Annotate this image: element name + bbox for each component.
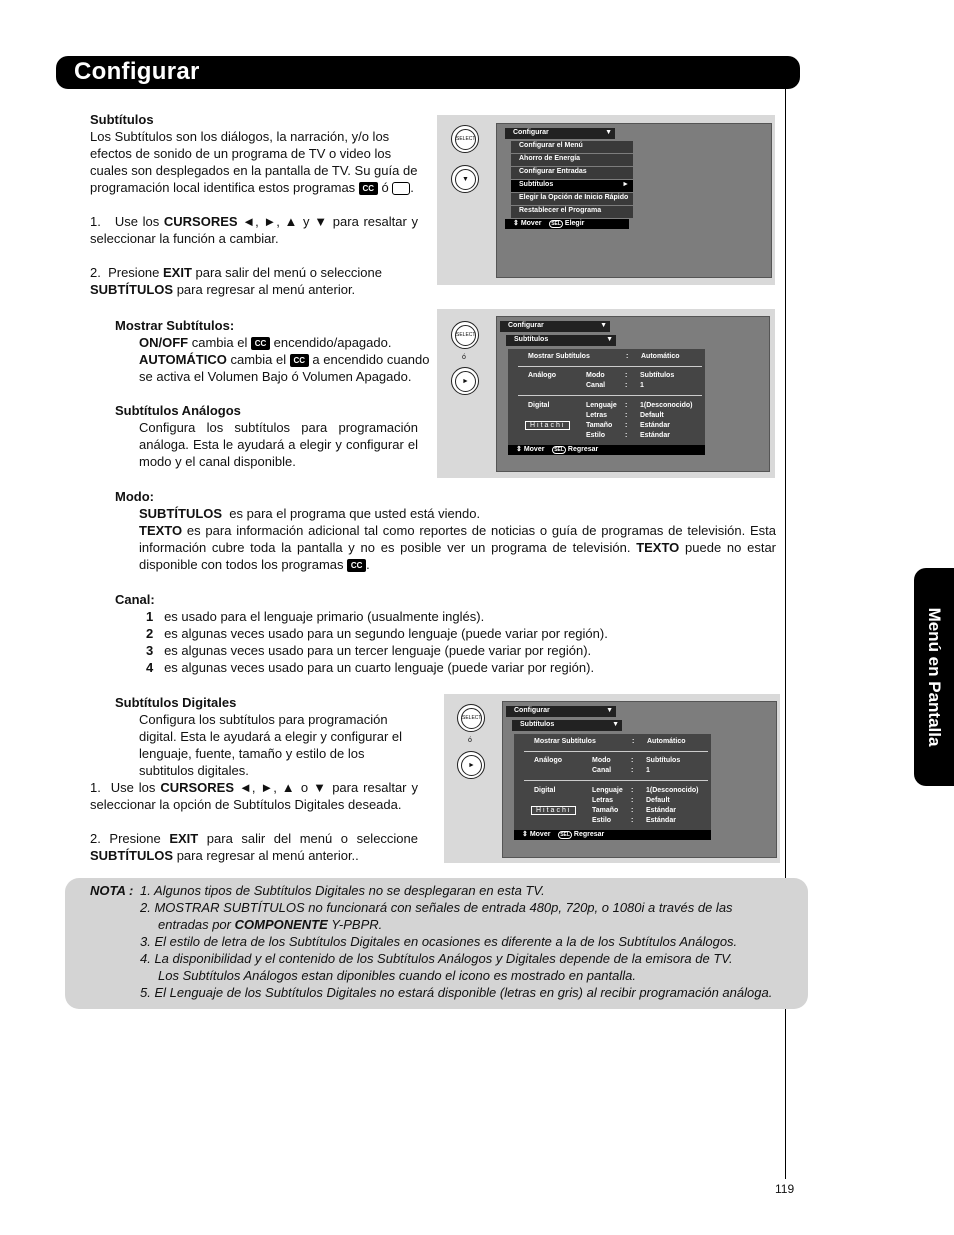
page-title-bar bbox=[56, 56, 800, 89]
or-label: ó bbox=[462, 354, 466, 361]
menu-item: Configurar el Menú bbox=[511, 141, 633, 153]
tv-screen-1 bbox=[496, 123, 772, 278]
show-subtitles-heading: Mostrar Subtítulos: bbox=[115, 318, 235, 333]
menu-title: Configurar ▼ bbox=[500, 321, 610, 332]
list-item: 3. El estilo de letra de los Subtítulos Digitales en ocasiones es diferente a la de los Subtítulos Análogos. bbox=[140, 934, 738, 949]
note-list bbox=[140, 882, 780, 1001]
select-button-icon: SELECT bbox=[451, 321, 479, 349]
cursor-button-icon: ▼ bbox=[451, 165, 479, 193]
subtitles-heading: Subtítulos bbox=[90, 112, 154, 127]
menu-title: Configurar ▼ bbox=[505, 128, 615, 139]
hitachi-logo: Hitachi bbox=[525, 421, 570, 430]
cursor-button-icon: ► bbox=[451, 367, 479, 395]
menu-list bbox=[511, 141, 633, 219]
channel-heading: Canal: bbox=[115, 592, 155, 607]
list-item: 2 es algunas veces usado para un segundo lenguaje (puede variar por región). bbox=[146, 626, 608, 641]
list-item: 3 es algunas veces usado para un tercer lenguaje (puede variar por región). bbox=[146, 643, 592, 658]
menu-sub: Subtítulos ▼ bbox=[512, 720, 622, 731]
select-button-icon: SELECT bbox=[451, 125, 479, 153]
list-item: 2. MOSTRAR SUBTÍTULOS no funcionará con señales de entrada 480p, 720p, o 1080i a través de las bbox=[140, 900, 733, 915]
digital-step-2: 2. Presione EXIT para salir del menú o seleccione SUBTÍTULOS para regresar al menú anterior.. bbox=[90, 831, 418, 863]
cc-icon: CC bbox=[347, 559, 366, 572]
digital-subtitles-heading: Subtítulos Digitales bbox=[115, 695, 237, 710]
menu-item-selected: Subtítulos ► bbox=[511, 180, 633, 192]
list-item: entradas por COMPONENTE Y-PBPR. bbox=[158, 917, 383, 932]
step-1: 1. Use los CURSORES ◄, ►, ▲ y ▼ para resaltar y seleccionar la función a cambiar. bbox=[90, 214, 418, 246]
menu-item: Restablecer el Programa bbox=[511, 206, 633, 218]
menu-item: Configurar Entradas bbox=[511, 167, 633, 179]
cc-icon: CC bbox=[290, 354, 309, 367]
menu-title: Configurar ▼ bbox=[506, 706, 616, 717]
hitachi-logo: Hitachi bbox=[531, 806, 576, 815]
cc-icon: CC bbox=[359, 182, 378, 195]
subtitles-intro: Los Subtítulos son los diálogos, la narración, y/o los efectos de sonido de un programa de TV o video los cuales son desplegados en la pantalla de TV. Su guía de programación local identifica estos programas CC ó . bbox=[90, 129, 418, 195]
subtitles-settings: Mostrar Subtítulos : Automático Análogo Modo : Subtítulos Canal : 1 Digital Lenguaje : 1(Desconocido) Letras : Default Hitachi Tamaño : Estándar Estilo : Estándar bbox=[514, 734, 711, 834]
analog-subtitles-heading: Subtítulos Análogos bbox=[115, 403, 241, 418]
list-item: 1 es usado para el lenguaje primario (usualmente inglés). bbox=[146, 609, 485, 624]
cc-icon: CC bbox=[251, 337, 270, 350]
divider-line bbox=[785, 89, 786, 1179]
page-number: 119 bbox=[775, 1182, 795, 1196]
select-button-icon: SELECT bbox=[457, 704, 485, 732]
list-item: 5. El Lenguaje de los Subtítulos Digitales no estará disponible (letras en gris) al recibir programación análoga. bbox=[140, 985, 773, 1000]
list-item: Los Subtítulos Análogos estan diponibles cuando el icono es mostrado en pantalla. bbox=[158, 968, 636, 983]
menu-footer: ⇕ Mover SEL Regresar bbox=[508, 445, 705, 455]
digital-step-1: 1. Use los CURSORES ◄, ►, ▲ o ▼ para resaltar y seleccionar la opción de Subtítulos Digitales deseada. bbox=[90, 780, 418, 812]
tv-screen-3 bbox=[502, 701, 777, 858]
mode-heading: Modo: bbox=[115, 489, 154, 504]
digital-subtitles-text: Configura los subtítulos para programación digital. Esta le ayudará a elegir y configurar el lenguaje, fuente, tamaño y estilo de los subtitulos digitales. bbox=[139, 712, 403, 778]
list-item: 1. Algunos tipos de Subtítulos Digitales no se desplegaran en esta TV. bbox=[140, 883, 545, 898]
note-label: NOTA : bbox=[90, 883, 134, 898]
mode-text: SUBTÍTULOS es para el programa que usted está viendo. TEXTO es para información adicional tal como reportes de noticias o guía de programas de televisión. Esta información cubre toda la pantalla y no es posible ver un programa de televisión. TEXTO puede no estar disponible con todos los programas CC . bbox=[139, 506, 776, 572]
side-tab-label: Menú en Pantalla bbox=[925, 607, 944, 747]
or-label: ó bbox=[468, 737, 472, 744]
step-2: 2. Presione EXIT para salir del menú o seleccione SUBTÍTULOS para regresar al menú anterior. bbox=[90, 265, 382, 297]
illustration-panel-2 bbox=[437, 309, 775, 478]
list-item: 4. La disponibilidad y el contenido de los Subtítulos Análogos y Digitales depende de la emisora de TV. bbox=[140, 951, 733, 966]
page-title: Configurar bbox=[74, 58, 200, 85]
menu-footer: ⇕ Mover SEL Elegir bbox=[505, 219, 629, 229]
menu-item: Elegir la Opción de Inicio Rápido bbox=[511, 193, 633, 205]
menu-sub: Subtítulos ▼ bbox=[506, 335, 616, 346]
list-item: 4 es algunas veces usado para un cuarto lenguaje (puede variar por región). bbox=[146, 660, 595, 675]
subtitles-settings: Mostrar Subtítulos : Automático Análogo Modo : Subtítulos Canal : 1 Digital Lenguaje : 1(Desconocido) Letras : Default Hitachi Tamaño : Estándar Estilo : Estándar bbox=[508, 349, 705, 449]
illustration-panel-3 bbox=[444, 694, 780, 863]
menu-item: Ahorro de Energía bbox=[511, 154, 633, 166]
caption-box-icon bbox=[392, 182, 410, 195]
analog-subtitles-text: Configura los subtítulos para programación análoga. Esta le ayudará a elegir y configurar el modo y el canal disponible. bbox=[139, 420, 418, 469]
menu-footer: ⇕ Mover SEL Regresar bbox=[514, 830, 711, 840]
cursor-button-icon: ► bbox=[457, 751, 485, 779]
tv-screen-2 bbox=[496, 316, 770, 472]
side-tab bbox=[914, 568, 954, 786]
show-subtitles-text: ON/OFF cambia el CC encendido/apagado. AUTOMÁTICO cambia el CC a encendido cuando se activa el Volumen Bajo ó Volumen Apagado. bbox=[139, 335, 430, 384]
illustration-panel-1 bbox=[437, 115, 775, 285]
channel-list bbox=[146, 608, 746, 676]
